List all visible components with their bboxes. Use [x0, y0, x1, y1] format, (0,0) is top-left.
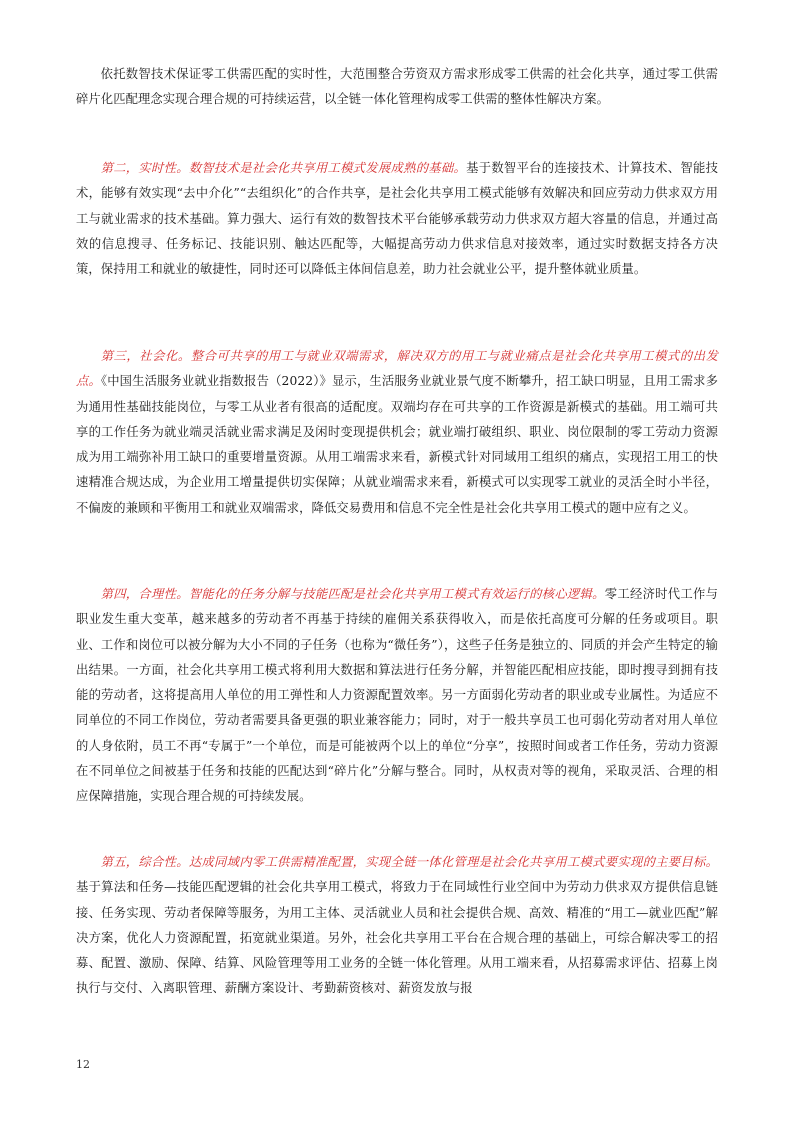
page-number: 12 — [76, 1058, 90, 1071]
paragraph-text: 《中国生活服务业就业指数报告（2022）》显示，生活服务业就业景气度不断攀升，招工缺口明显，且用工需求多为通用性基础技能岗位，与零工从业者有很高的适配度。双端均存在可共享的工作资源是新模式的基础。用工端可共享的工作任务为就业端灵活就业需求满足及闲时变现提供机会；就业端打破组织、职业、岗位限制的零工劳动力资源成为用工端弥补用工缺口的重要增量资源。从用工端需求来看，新模式针对同域用工组织的痛点，实现招工用工的快速精准合规达成，为企业用工增量提供切实保障；从就业端需求来看，新模式可以实现零工就业的灵活全时小半径，不偏废的兼顾和平衡用工和就业双端需求，降低交易费用和信息不完全性是社会化共享用工模式的题中应有之义。 — [76, 374, 718, 515]
paragraph-rationality — [76, 582, 718, 810]
paragraph-lead: 第五，综合性。达成同域内零工供需精准配置，实现全链一体化管理是社会化共享用工模式要实现的主要目标。 — [100, 855, 718, 869]
paragraph-text: 基于算法和任务—技能匹配逻辑的社会化共享用工模式，将致力于在同域性行业空间中为劳动力供求双方提供信息链接、任务实现、劳动者保障等服务，为用工主体、灵活就业人员和社会提供合规、高效、精准的“用工—就业匹配”解决方案，优化人力资源配置，拓宽就业渠道。另外，社会化共享用工平台在合规合理的基础上，可综合解决零工的招募、配置、激励、保障、结算、风险管理等用工业务的全链一体化管理。从用工端来看，从招募需求评估、招募上岗执行与交付、入离职管理、薪酬方案设计、考勤薪资核对、薪资发放与报 — [76, 880, 718, 996]
paragraph-socialization — [76, 344, 718, 521]
paragraph-lead: 第四，合理性。智能化的任务分解与技能匹配是社会化共享用工模式有效运行的核心逻辑。 — [100, 587, 605, 601]
paragraph-realtime — [76, 156, 718, 282]
paragraph-text: 零工经济时代工作与职业发生重大变革，越来越多的劳动者不再基于持续的雇佣关系获得收入，而是依托高度可分解的任务或项目。职业、工作和岗位可以被分解为大小不同的子任务（也称为“微任务”），这些子任务是独立的、同质的并会产生特定的输出结果。一方面，社会化共享用工模式将利用大数据和算法进行任务分解，并智能匹配相应技能，即时搜寻到拥有技能的劳动者，这将提高用人单位的用工弹性和人力资源配置效率。另一方面弱化劳动者的职业或专业属性。为适应不同单位的不同工作岗位，劳动者需要具备更强的职业兼容能力；同时，对于一般共享员工也可弱化劳动者对用人单位的人身依附，员工不再“专属于”一个单位，而是可能被两个以上的单位“分享”，按照时间或者工作任务，劳动力资源在不同单位之间被基于任务和技能的匹配达到“碎片化”分解与整合。同时，从权责对等的视角，采取灵活、合理的相应保障措施，实现合理合规的可持续发展。 — [76, 587, 718, 804]
paragraph-intro — [76, 62, 718, 113]
paragraph-text: 依托数智技术保证零工供需匹配的实时性，大范围整合劳资双方需求形成零工供需的社会化共享，通过零工供需碎片化匹配理念实现合理合规的可持续运营，以全链一体化管理构成零工供需的整体性解决方案。 — [76, 67, 718, 107]
paragraph-lead: 第三，社会化。整合可共享的用工与就业双端需求，解决双方的用工与就业痛点是社会化共享用工模式的出发点。 — [76, 349, 718, 389]
paragraph-text: 基于数智平台的连接技术、计算技术、智能技术，能够有效实现“去中介化”“去组织化”的合作共享，是社会化共享用工模式能够有效解决和回应劳动力供求双方用工与就业需求的技术基础。算力强大、运行有效的数智技术平台能够承载劳动力供求双方超大容量的信息，并通过高效的信息搜寻、任务标记、技能识别、触达匹配等，大幅提高劳动力供求信息对接效率，通过实时数据支持各方决策，保持用工和就业的敏捷性，同时还可以降低主体间信息差，助力社会就业公平，提升整体就业质量。 — [76, 161, 718, 277]
paragraph-lead: 第二，实时性。数智技术是社会化共享用工模式发展成熟的基础。 — [100, 161, 467, 175]
paragraph-comprehensiveness — [76, 850, 718, 1002]
